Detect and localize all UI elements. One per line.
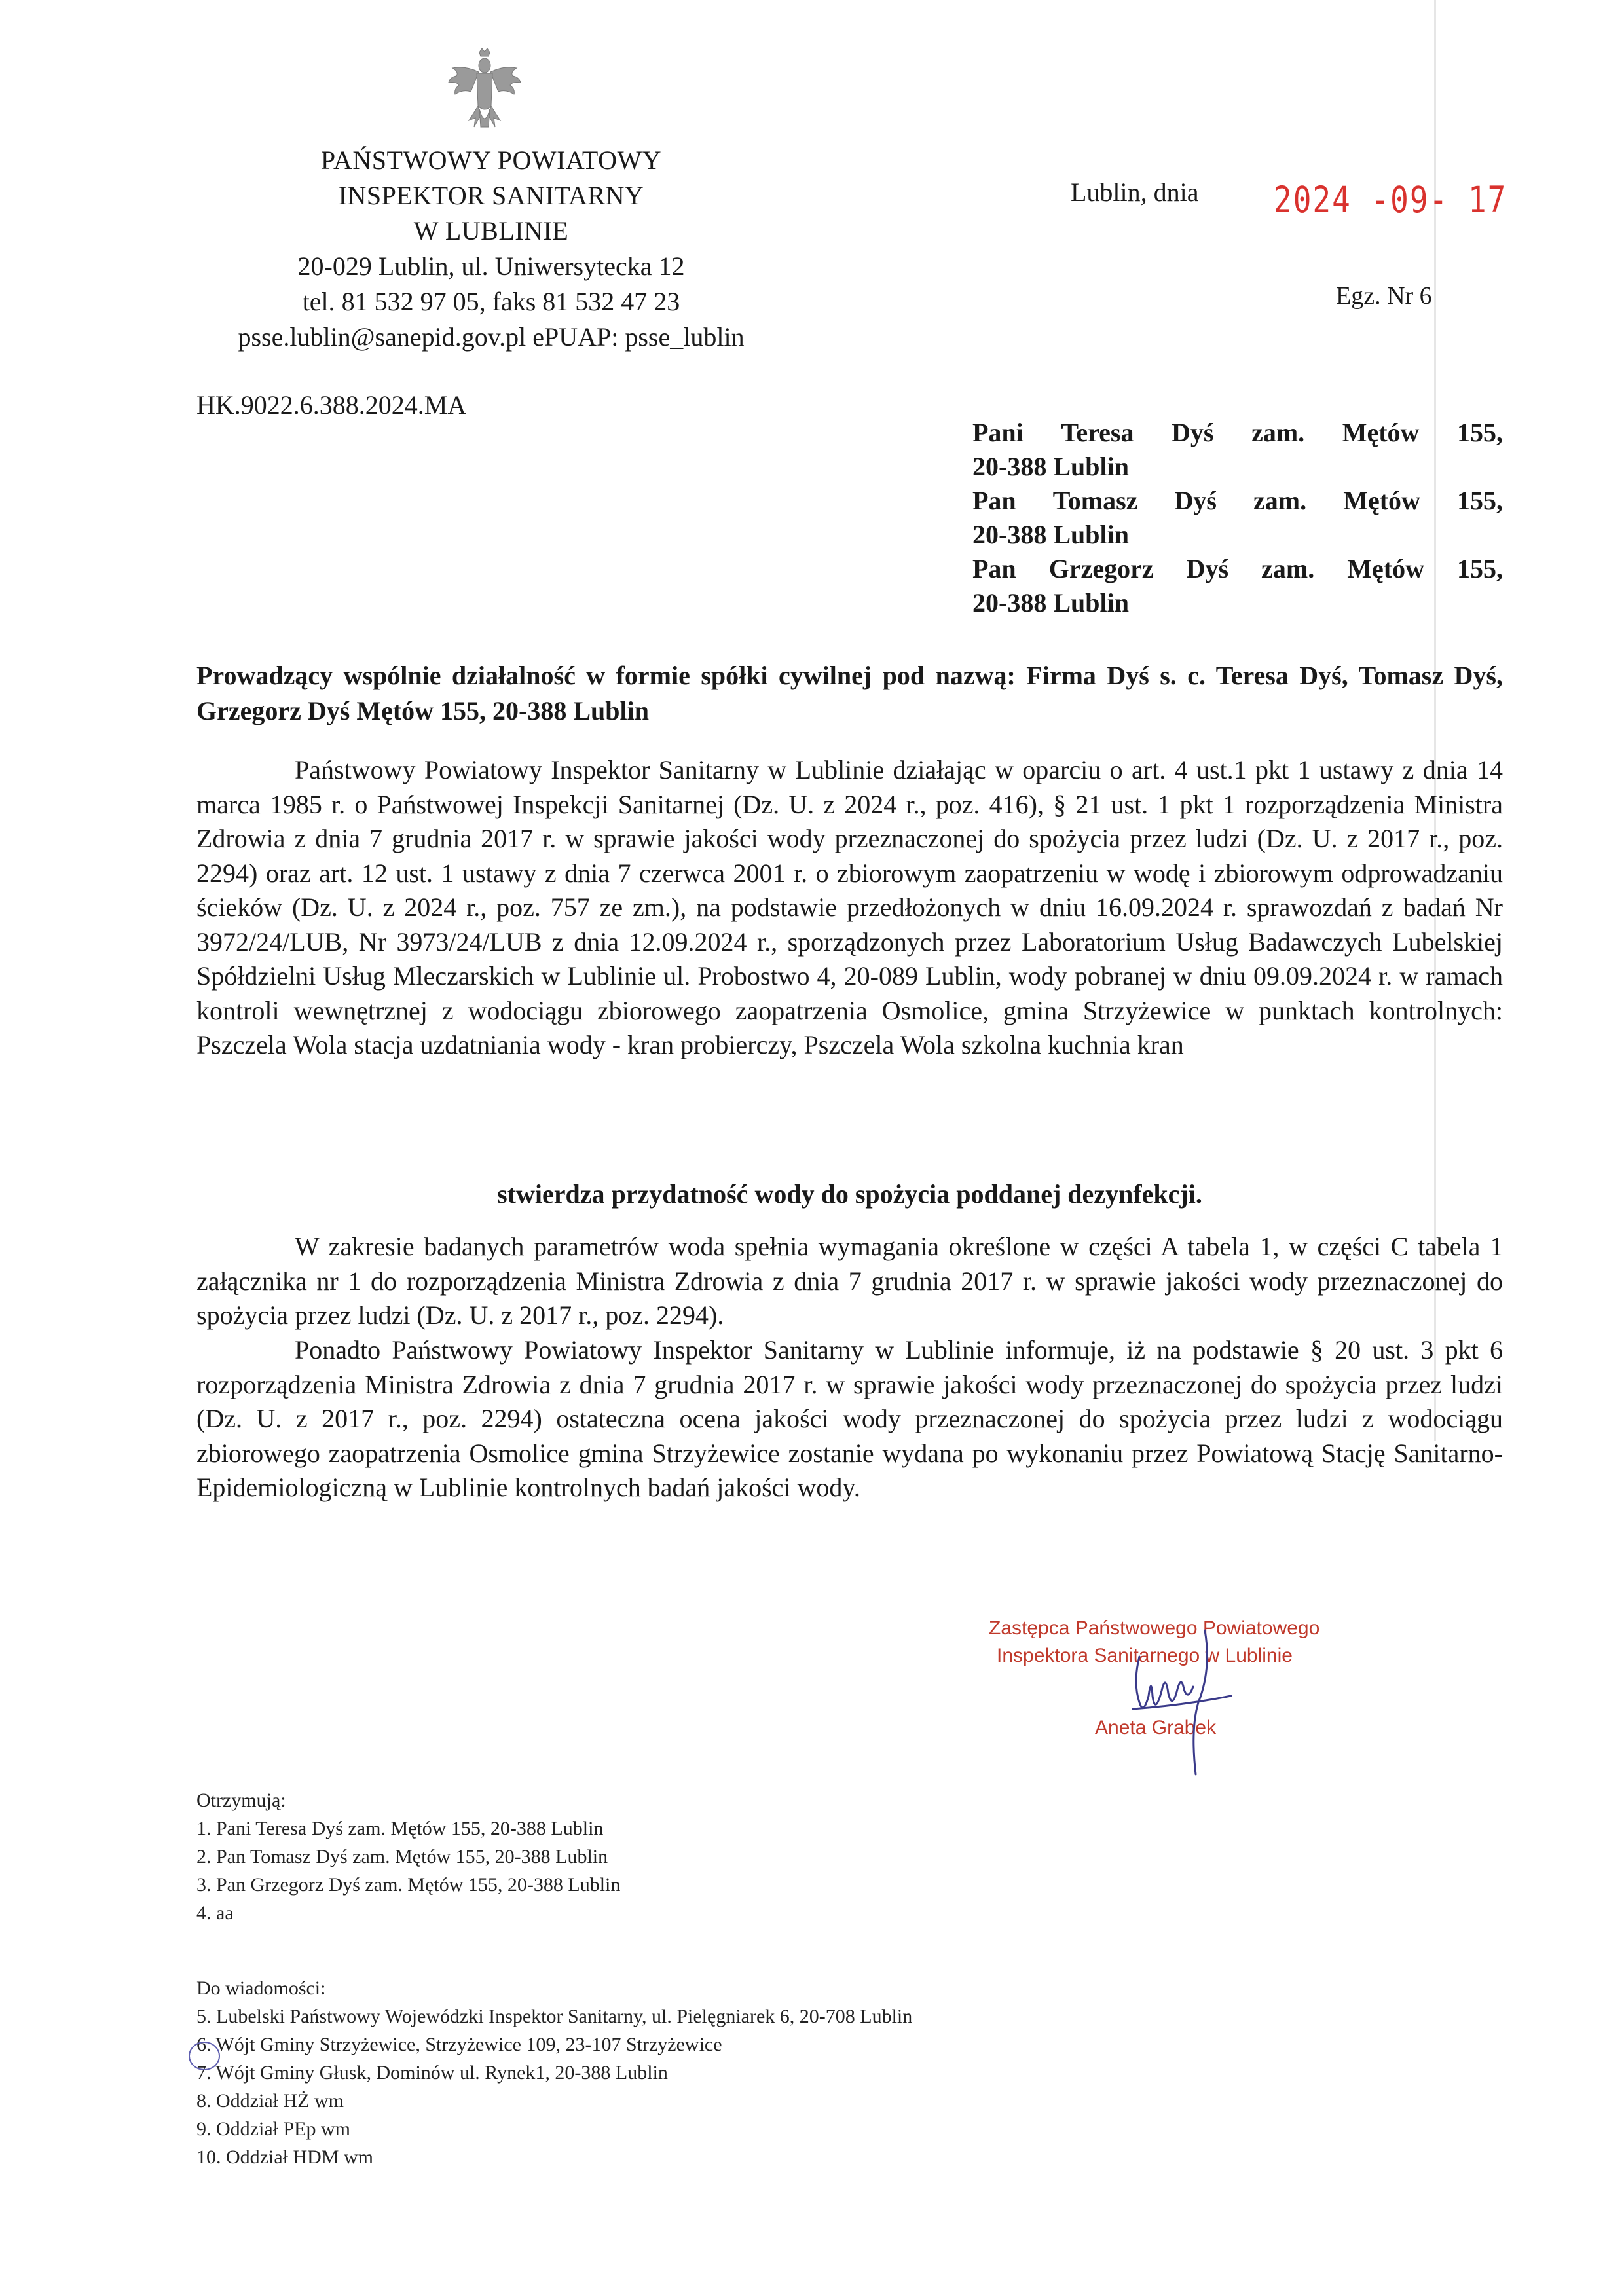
addressee-name: Grzegorz — [1048, 554, 1154, 583]
institution-line: PAŃSTWOWY POWIATOWY — [320, 145, 662, 175]
addressee-title: Pani — [972, 418, 1024, 447]
list-item: 5. Lubelski Państwowy Wojewódzki Inspektor Sanitarny, ul. Pielęgniarek 6, 20-708 Lublin — [196, 2006, 913, 2027]
addressee-surname: Dyś — [1186, 554, 1229, 583]
list-item: 1. Pani Teresa Dyś zam. Mętów 155, 20-388 Lublin — [196, 1818, 604, 1839]
addressee-line — [972, 552, 1503, 586]
reference-number: HK.9022.6.388.2024.MA — [196, 390, 467, 420]
for-information-list — [196, 1974, 1179, 2171]
addressee-zam: zam. — [1261, 554, 1315, 583]
decision-statement: stwierdza przydatność wody do spożycia poddanej dezynfekcji. — [497, 1179, 1202, 1209]
institution-line: W LUBLINIE — [413, 216, 569, 246]
date-stamp: 2024 -09- 17 — [1274, 178, 1507, 221]
recipients-list — [196, 1786, 1179, 1927]
subject-line: Prowadzący wspólnie działalność w formie spółki cywilnej pod nazwą: Firma Dyś s. c. Teresa Dyś, Tomasz Dyś, Grzegorz Dyś Mętów 155, 20-388 Lublin — [196, 661, 1503, 725]
addressee-street: Mętów — [1342, 418, 1420, 447]
addressee-title: Pan — [972, 554, 1016, 583]
list-item: 10. Oddział HDM wm — [196, 2146, 373, 2168]
paragraph-text: Ponadto Państwowy Powiatowy Inspektor Sanitarny w Lublinie informuje, iż na podstawie § 20 ust. 3 pkt 6 rozporządzenia Ministra Zdrowia z dnia 7 grudnia 2017 r. w sprawie jakości wody przeznaczonej do spożycia przez ludzi (Dz. U. z 2017 r., poz. 2294) ostateczna ocena jakości wody przeznaczonej do spożycia przez ludzi z wodociągu zbiorowego zaopatrzenia Osmolice gmina Strzyżewice zostanie wydana po wykonaniu przez Powiatową Stację Sanitarno-Epidemiologiczną w Lublinie kontrolnych badań jakości wody. — [196, 1335, 1503, 1502]
paragraph-text: Państwowy Powiatowy Inspektor Sanitarny w Lublinie działając w oparciu o art. 4 ust.1 pkt 1 ustawy z dnia 14 marca 1985 r. o Państwowej Inspekcji Sanitarnej (Dz. U. z 2024 r., poz. 416), § 21 ust. 1 pkt 1 rozporządzenia Ministra Zdrowia z dnia 7 grudnia 2017 r. w sprawie jakości wody przeznaczonej do spożycia przez ludzi (Dz. U. z 2017 r., poz. 2294) oraz art. 12 ust. 1 ustawy z dnia 7 czerwca 2001 r. o zbiorowym zaopatrzeniu w wodę i zbiorowym odprowadzaniu ścieków (Dz. U. z 2024 r., poz. 757 ze zm.), na podstawie przedłożonych w dniu 16.09.2024 r. sprawozdań z badań Nr 3972/24/LUB, Nr 3973/24/LUB z dnia 12.09.2024 r., sporządzonych przez Laboratorium Usług Badawczych Lubelskiej Spółdzielni Usług Mleczarskich w Lublinie ul. Probostwo 4, 20-089 Lublin, wody pobranej w dniu 09.09.2024 r. w ramach kontroli wewnętrznej z wodociągu zbiorowego zaopatrzenia Osmolice, gmina Strzyżewice w punktach kontrolnych: Pszczela Wola stacja uzdatniania wody - kran probierczy, Pszczela Wola szkolna kuchnia kran — [196, 755, 1503, 1059]
paragraph-text: W zakresie badanych parametrów woda spełnia wymagania określone w części A tabela 1, w części C tabela 1 załącznika nr 1 do rozporządzenia Ministra Zdrowia z dnia 7 grudnia 2017 r. w sprawie jakości wody przeznaczonej do spożycia przez ludzi (Dz. U. z 2017 r., poz. 2294). — [196, 1232, 1503, 1330]
signature-stamp-office: Inspektora Sanitarnego w Lublinie — [997, 1645, 1293, 1666]
handwritten-signature-icon — [1113, 1617, 1283, 1788]
copy-number: Egz. Nr 6 — [1336, 282, 1432, 310]
addressee-line — [972, 484, 1503, 518]
list-item: 8. Oddział HŻ wm — [196, 2090, 344, 2112]
polish-eagle-emblem-icon — [445, 46, 524, 138]
list-item: 3. Pan Grzegorz Dyś zam. Mętów 155, 20-388 Lublin — [196, 1874, 621, 1896]
addressee-number: 155, — [1456, 554, 1503, 583]
addressee-street: Mętów — [1347, 554, 1424, 583]
list-item: 9. Oddział PEp wm — [196, 2118, 350, 2140]
addressee-name: Tomasz — [1052, 486, 1138, 515]
list-item: 7. Wójt Gminy Głusk, Dominów ul. Rynek1, 20-388 Lublin — [196, 2062, 668, 2084]
body-paragraph — [196, 1230, 1503, 1333]
handwritten-circle-mark — [189, 2042, 220, 2070]
signature-stamp-title: Zastępca Państwowego Powiatowego — [989, 1617, 1320, 1639]
addressee-zam: zam. — [1251, 418, 1305, 447]
institution-name — [183, 143, 799, 249]
list-item: 2. Pan Tomasz Dyś zam. Mętów 155, 20-388 Lublin — [196, 1846, 608, 1867]
addressee-city: 20-388 Lublin — [972, 452, 1129, 481]
addressee-surname: Dyś — [1174, 486, 1217, 515]
addressee-line — [972, 416, 1503, 450]
addressee-street: Mętów — [1343, 486, 1420, 515]
institution-line: INSPEKTOR SANITARNY — [338, 181, 644, 210]
addressee-zam: zam. — [1253, 486, 1307, 515]
addressee-number: 155, — [1456, 418, 1503, 447]
recipients-heading: Otrzymują: — [196, 1790, 286, 1811]
phone-line: tel. 81 532 97 05, faks 81 532 47 23 — [302, 287, 680, 316]
for-information-heading: Do wiadomości: — [196, 1977, 326, 1999]
email-line: psse.lublin@sanepid.gov.pl ePUAP: psse_lublin — [238, 322, 745, 352]
signature-stamp-name: Aneta Grabek — [1095, 1717, 1217, 1738]
addressee-block — [972, 416, 1503, 620]
addressee-city: 20-388 Lublin — [972, 520, 1129, 549]
list-item: 4. aa — [196, 1902, 234, 1924]
place-date-label: Lublin, dnia — [1071, 177, 1199, 207]
institution-contact — [183, 249, 799, 355]
list-item: 6. Wójt Gminy Strzyżewice, Strzyżewice 109, 23-107 Strzyżewice — [196, 2034, 722, 2055]
addressee-city: 20-388 Lublin — [972, 588, 1129, 617]
body-paragraph — [196, 753, 1503, 1063]
address-line: 20-029 Lublin, ul. Uniwersytecka 12 — [297, 251, 685, 281]
addressee-surname: Dyś — [1172, 418, 1214, 447]
body-paragraph — [196, 1333, 1503, 1505]
addressee-number: 155, — [1456, 486, 1503, 515]
addressee-title: Pan — [972, 486, 1016, 515]
addressee-name: Teresa — [1061, 418, 1134, 447]
